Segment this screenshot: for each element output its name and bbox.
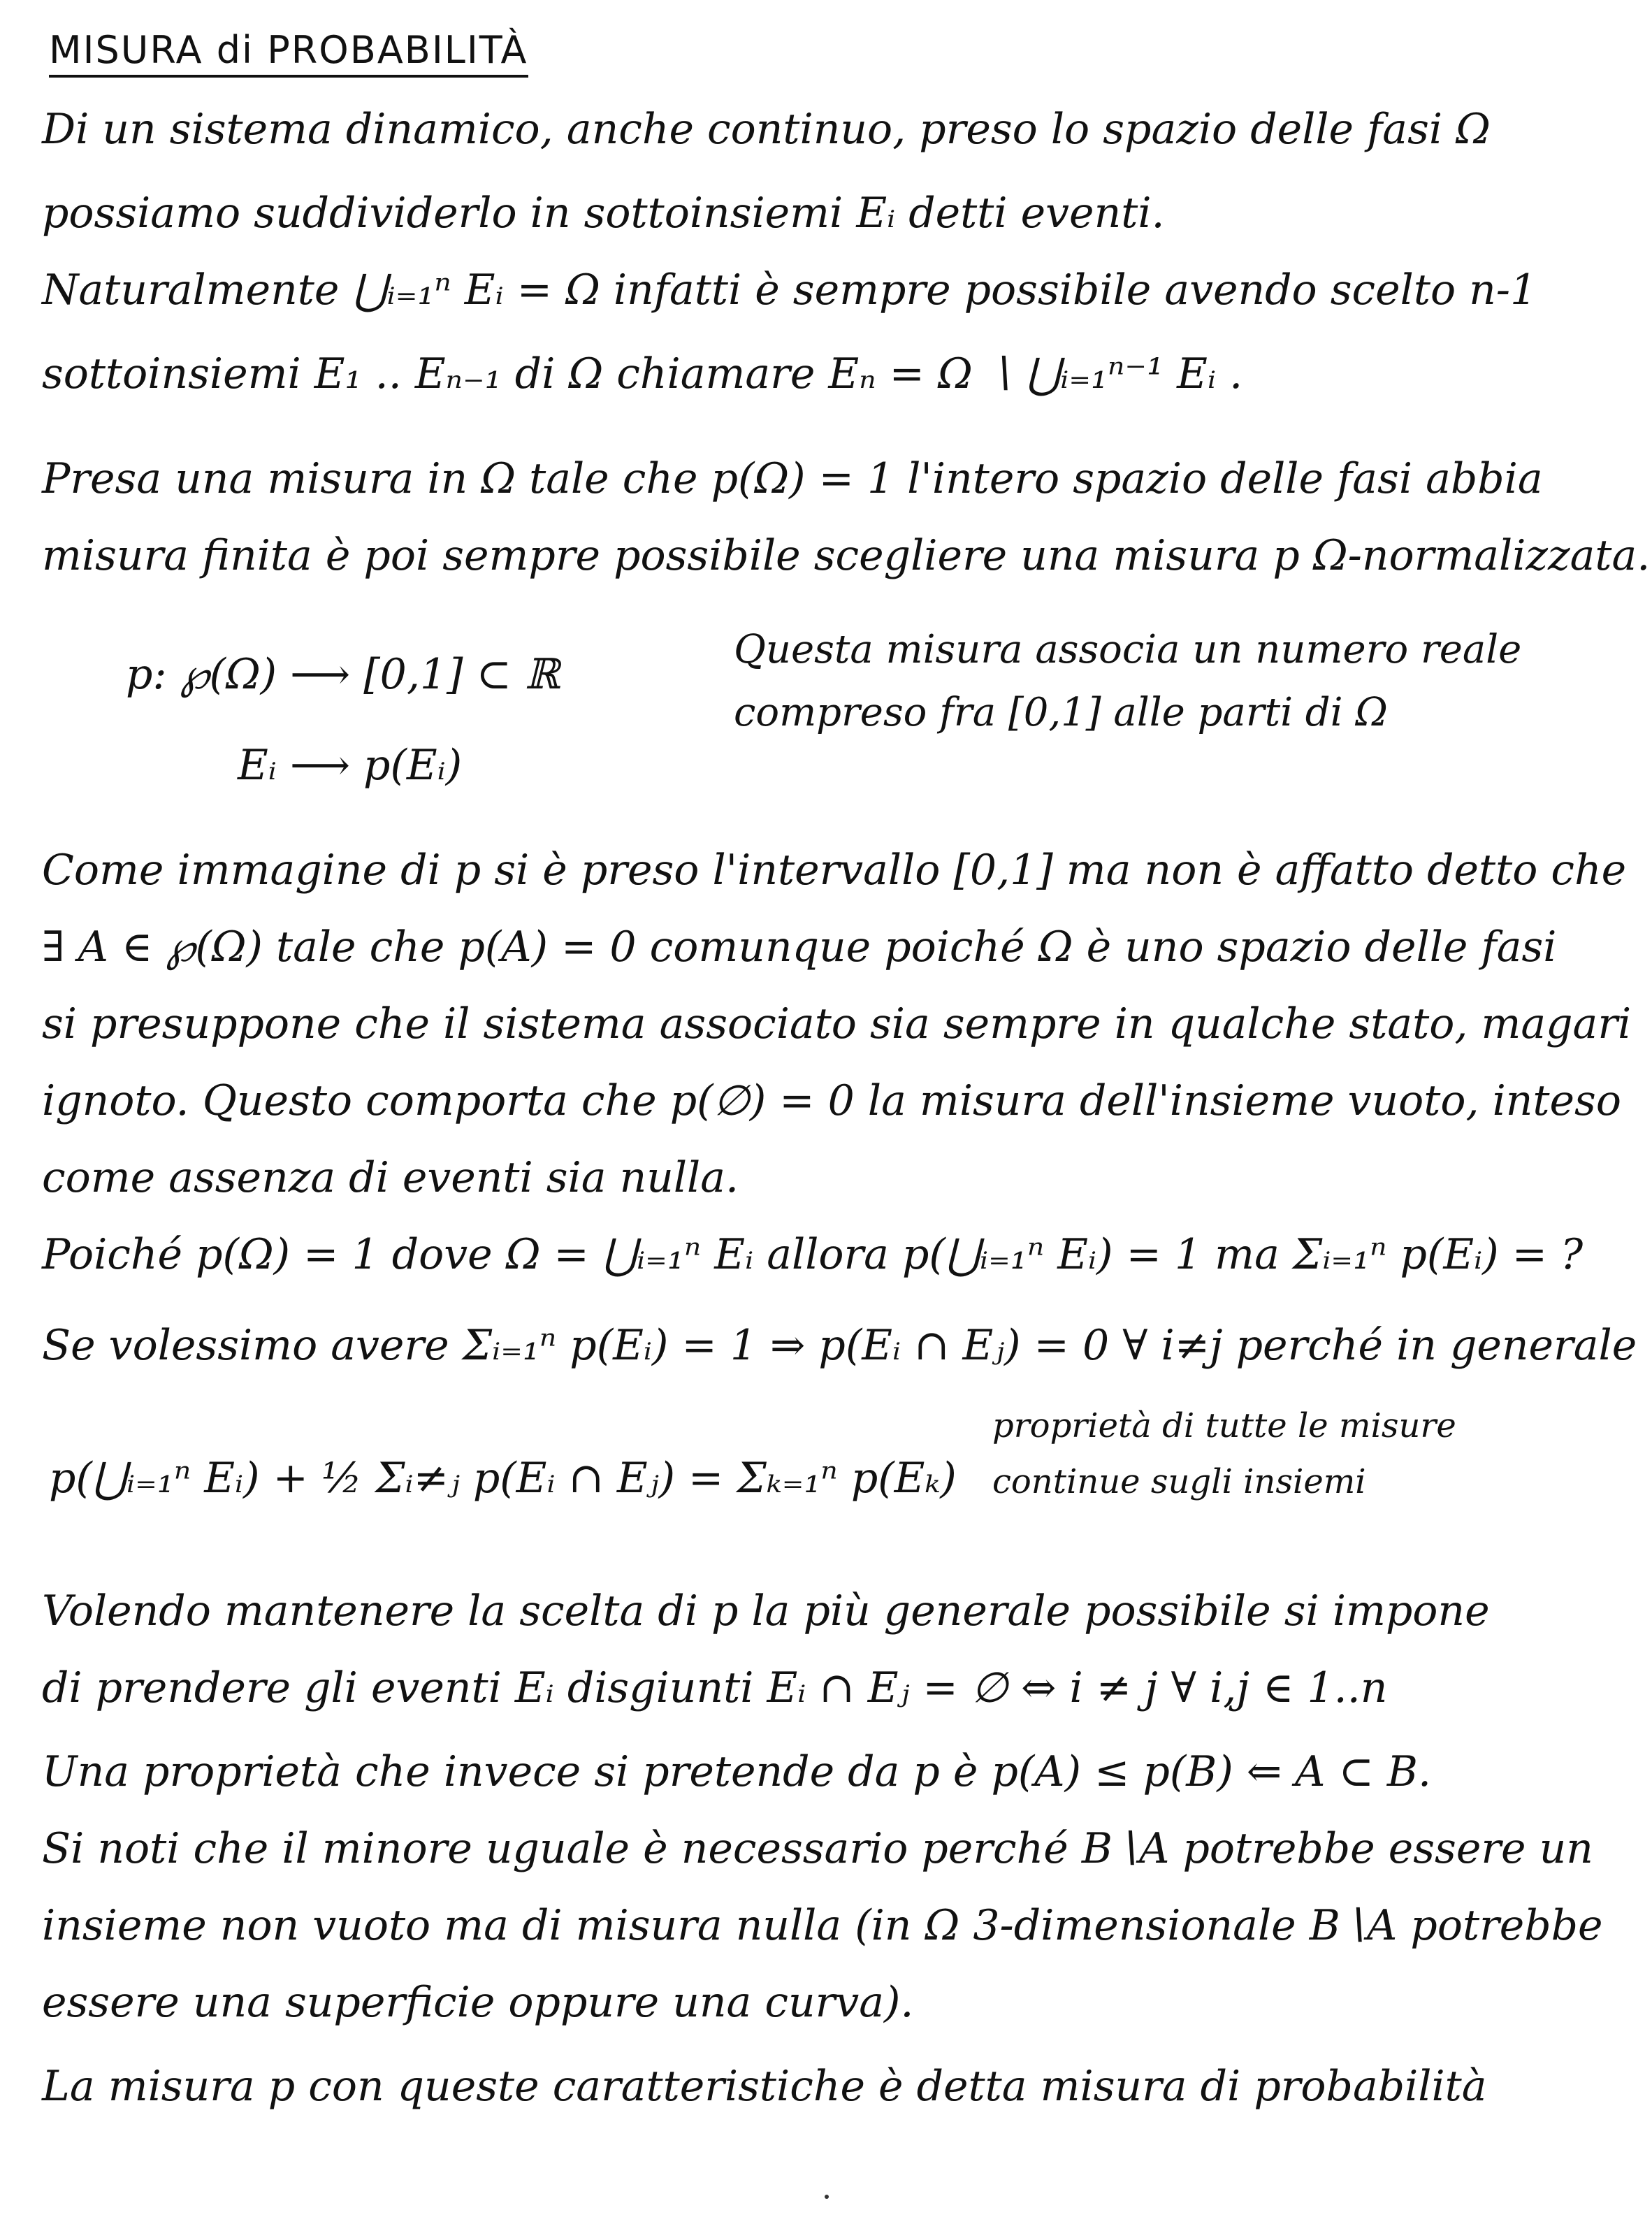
page-title: MISURA di PROBABILITÀ: [49, 28, 528, 78]
text-line: sottoinsiemi E₁ .. Eₙ₋₁ di Ω chiamare Eₙ = Ω ∖ ⋃ᵢ₌₁ⁿ⁻¹ Eᵢ .: [42, 349, 1243, 398]
text-line: Una proprietà che invece si pretende da p è p(A) ≤ p(B) ⇐ A ⊂ B.: [42, 1747, 1432, 1796]
text-line: Si noti che il minore uguale è necessario perché B∖A potrebbe essere un: [42, 1824, 1593, 1873]
text-line: Volendo mantenere la scelta di p la più generale possibile si impone: [42, 1587, 1490, 1636]
text-line: ignoto. Questo comporta che p(∅) = 0 la misura dell'insieme vuoto, inteso: [42, 1076, 1621, 1125]
text-line: ∃ A ∈ ℘(Ω) tale che p(A) = 0 comunque poiché Ω è uno spazio delle fasi: [42, 923, 1557, 972]
mapping-formula: p: ℘(Ω) ⟶ [0,1] ⊂ ℝ: [126, 650, 560, 699]
text-line: Di un sistema dinamico, anche continuo, preso lo spazio delle fasi Ω: [42, 105, 1491, 154]
text-line: come assenza di eventi sia nulla.: [42, 1153, 739, 1202]
mapping-element: Eᵢ ⟶ p(Eᵢ): [238, 741, 463, 790]
formula-note: proprietà di tutte le misure: [992, 1406, 1456, 1445]
text-line: Se volessimo avere Σᵢ₌₁ⁿ p(Eᵢ) = 1 ⇒ p(Eᵢ ∩ Eⱼ) = 0 ∀ i≠j perché in generale: [42, 1321, 1637, 1370]
text-line: insieme non vuoto ma di misura nulla (in Ω 3-dimensionale B∖A potrebbe: [42, 1901, 1603, 1950]
text-line: di prendere gli eventi Eᵢ disgiunti Eᵢ ∩ Eⱼ = ∅ ⇔ i ≠ j ∀ i,j ∈ 1..n: [42, 1663, 1388, 1712]
mapping-note: Questa misura associa un numero reale: [734, 627, 1522, 672]
text-line: si presuppone che il sistema associato sia sempre in qualche stato, magari: [42, 999, 1632, 1048]
text-line: Naturalmente ⋃ᵢ₌₁ⁿ Eᵢ = Ω infatti è sempre possibile avendo scelto n-1: [42, 266, 1537, 315]
formula-note: continue sugli insiemi: [992, 1462, 1366, 1501]
text-line: possiamo suddividerlo in sottoinsiemi Eᵢ detti eventi.: [42, 189, 1165, 238]
text-line: misura finita è poi sempre possibile scegliere una misura p Ω-normalizzata.: [42, 531, 1651, 580]
text-line: essere una superficie oppure una curva).: [42, 1978, 914, 2027]
text-line: Poiché p(Ω) = 1 dove Ω = ⋃ᵢ₌₁ⁿ Eᵢ allora p(⋃ᵢ₌₁ⁿ Eᵢ) = 1 ma Σᵢ₌₁ⁿ p(Eᵢ) = ?: [42, 1230, 1584, 1279]
text-line: La misura p con queste caratteristiche è detta misura di probabilità: [42, 2062, 1487, 2111]
inclusion-exclusion-formula: p(⋃ᵢ₌₁ⁿ Eᵢ) + ½ Σᵢ≠ⱼ p(Eᵢ ∩ Eⱼ) = Σₖ₌₁ⁿ p(Eₖ): [49, 1454, 957, 1503]
mapping-note: compreso fra [0,1] alle parti di Ω: [734, 690, 1388, 735]
text-line: Come immagine di p si è preso l'intervallo [0,1] ma non è affatto detto che: [42, 846, 1627, 895]
stray-dot: [825, 2195, 829, 2199]
text-line: Presa una misura in Ω tale che p(Ω) = 1 l'intero spazio delle fasi abbia: [42, 454, 1543, 503]
